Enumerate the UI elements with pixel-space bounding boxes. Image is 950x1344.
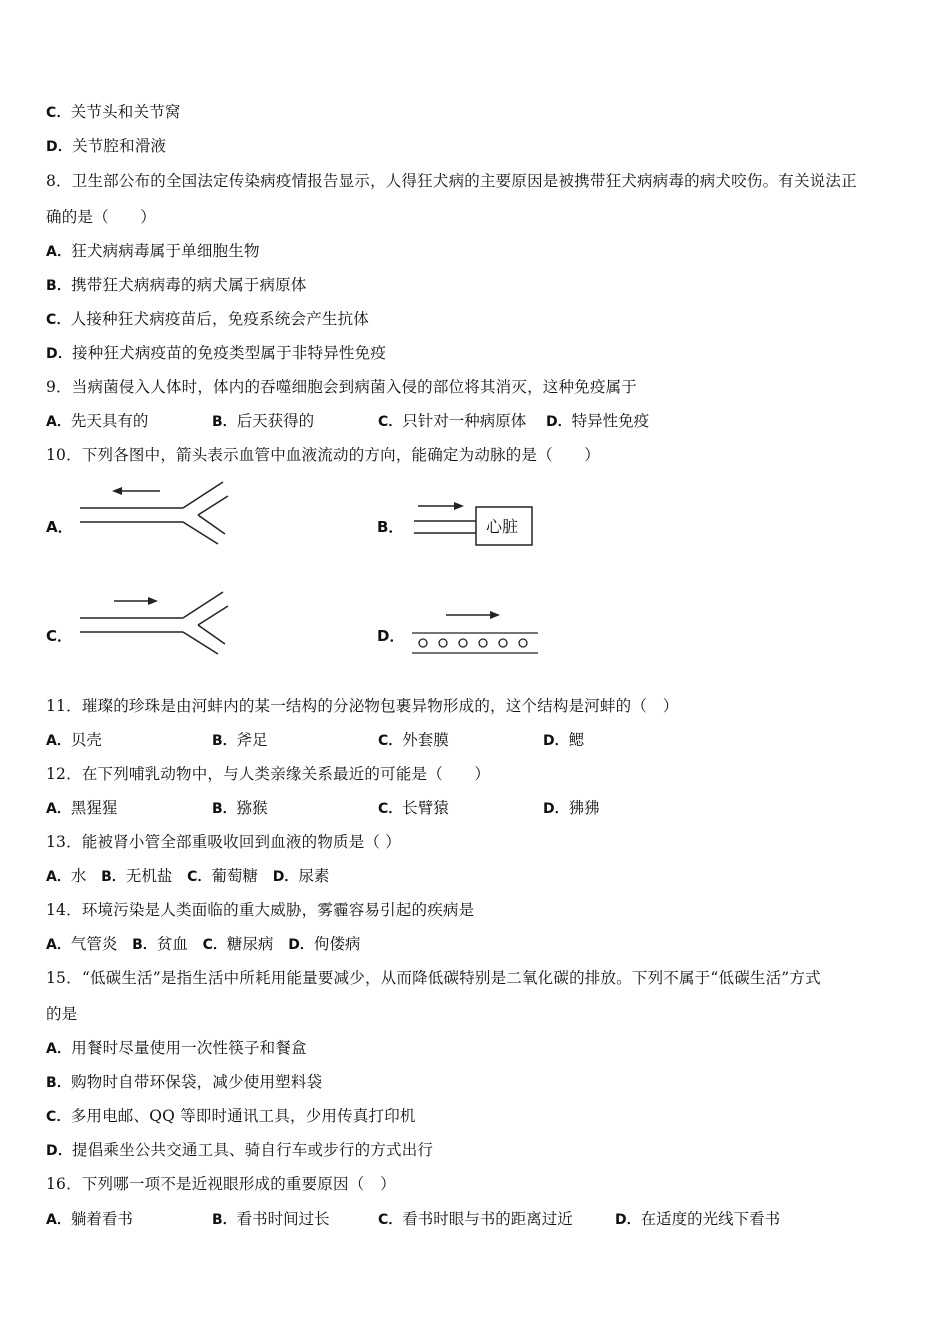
q10-label-b: B． [377, 518, 404, 536]
q16-option-b: B．看书时间过长 [212, 1210, 330, 1228]
q9-option-a: A．先天具有的 [46, 412, 149, 430]
q11-stem: 11．璀璨的珍珠是由河蚌内的某一结构的分泌物包裹异物形成的，这个结构是河蚌的（ ） [46, 697, 679, 715]
q15-option-c: C．多用电邮、QQ 等即时通讯工具，少用传真打印机 [46, 1107, 416, 1125]
q12-option-c: C．长臂猿 [378, 799, 449, 817]
q12-stem: 12．在下列哺乳动物中，与人类亲缘关系最近的可能是（ ） [46, 765, 491, 783]
q7-option-d: D．关节腔和滑液 [46, 137, 167, 155]
heart-label: 心脏 [486, 517, 519, 536]
q9-option-d: D．特异性免疫 [546, 412, 650, 430]
q15-stem-line2: 的是 [46, 1005, 78, 1023]
q12-option-b: B．猕猴 [212, 799, 268, 817]
q16-option-d: D．在适度的光线下看书 [615, 1210, 781, 1228]
q8-stem-line1: 8．卫生部公布的全国法定传染病疫情报告显示，人得狂犬病的主要原因是被携带狂犬病病毒的病犬咬伤。有关说法正 [46, 172, 857, 190]
q16-option-a: A．躺着看书 [46, 1210, 133, 1228]
q15-option-b: B．购物时自带环保袋，减少使用塑料袋 [46, 1073, 323, 1091]
q10-figure-b [410, 497, 540, 549]
q10-figure-c [78, 588, 238, 658]
q11-option-b: B．斧足 [212, 731, 268, 749]
q10-figure-d [410, 605, 545, 657]
q13-options: A．水 B．无机盐 C．葡萄糖 D．尿素 [46, 867, 330, 885]
q8-stem-line2: 确的是（ ） [46, 208, 156, 226]
q11-option-d: D．鳃 [543, 731, 585, 749]
q10-figure-a [78, 478, 238, 548]
q8-option-d: D．接种狂犬病疫苗的免疫类型属于非特异性免疫 [46, 344, 387, 362]
q11-option-a: A．贝壳 [46, 731, 102, 749]
q9-option-b: B．后天获得的 [212, 412, 315, 430]
q13-stem: 13．能被肾小管全部重吸收回到血液的物质是（ ） [46, 833, 401, 851]
q15-stem-line1: 15．“低碳生活”是指生活中所耗用能量要减少，从而降低碳特别是二氧化碳的排放。下列不属于“低碳生活”方式 [46, 969, 821, 987]
q7-option-c: C．关节头和关节窝 [46, 103, 181, 121]
q14-options: A．气管炎 B．贫血 C．糖尿病 D．佝偻病 [46, 935, 361, 953]
q15-option-d: D．提倡乘坐公共交通工具、骑自行车或步行的方式出行 [46, 1141, 434, 1159]
q8-option-c: C．人接种狂犬病疫苗后，免疫系统会产生抗体 [46, 310, 369, 328]
q9-option-c: C．只针对一种病原体 [378, 412, 527, 430]
q11-option-c: C．外套膜 [378, 731, 449, 749]
q12-option-d: D．狒狒 [543, 799, 600, 817]
q15-option-a: A．用餐时尽量使用一次性筷子和餐盒 [46, 1039, 307, 1057]
q8-option-b: B．携带狂犬病病毒的病犬属于病原体 [46, 276, 307, 294]
q10-label-c: C． [46, 627, 73, 645]
q14-stem: 14．环境污染是人类面临的重大威胁，雾霾容易引起的疾病是 [46, 901, 475, 919]
q10-label-a: A． [46, 518, 73, 536]
q16-stem: 16．下列哪一项不是近视眼形成的重要原因（ ） [46, 1175, 396, 1193]
q10-label-d: D． [377, 627, 405, 645]
q9-stem: 9．当病菌侵入人体时，体内的吞噬细胞会到病菌入侵的部位将其消灭，这种免疫属于 [46, 378, 637, 396]
q16-option-c: C．看书时眼与书的距离过近 [378, 1210, 573, 1228]
q8-option-a: A．狂犬病病毒属于单细胞生物 [46, 242, 260, 260]
q10-stem: 10．下列各图中，箭头表示血管中血液流动的方向，能确定为动脉的是（ ） [46, 446, 600, 464]
q12-option-a: A．黑猩猩 [46, 799, 118, 817]
